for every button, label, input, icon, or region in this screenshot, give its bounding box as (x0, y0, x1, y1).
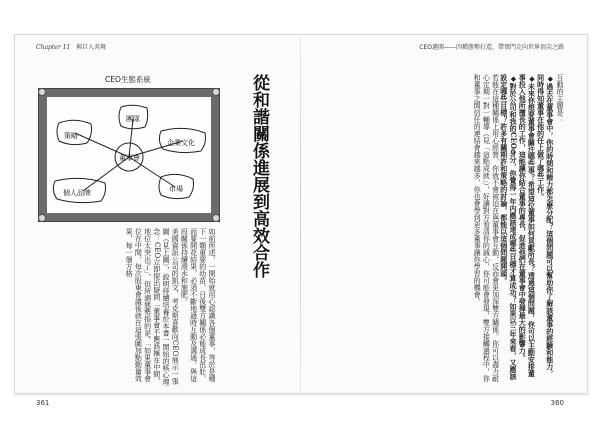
section-headline: 從和諧關係進展到高效合作 (249, 74, 269, 278)
page-number-left: 361 (36, 399, 50, 407)
paragraph: 互動的主題是： (556, 74, 564, 123)
clip-icon (38, 88, 46, 96)
left-body-text (40, 228, 216, 388)
node-label: 團隊 (126, 115, 140, 123)
page-number-right: 360 (550, 399, 564, 407)
clip-icon (212, 214, 220, 222)
chapter-number: Chapter 11 (36, 44, 71, 51)
right-running-header: CEO邁開——四種態勢打造，帶領門走向世界頂尖之路 (419, 44, 564, 51)
question-item (500, 74, 518, 382)
figure-title: CEO生態系統 (105, 75, 151, 84)
chapter-title: 與巨人共舞 (76, 44, 107, 51)
question-text: 未來你想要董事會關注哪些事？希望這位董事如何貢獻所長？透過這個問題，你可以主動安排董事投入他所擅長的工作，這能讓你結合董事的專長，促進他們在董事會中發揮最大的影響力。 (518, 74, 537, 377)
question-text: 對於公司和我的CEO身分，你覺得一年內應該達成哪些目標才算成功？如果以三年來看，又應該設定哪些目標？許多有關期許和策略的討論，都能以這個問題開頭。 (499, 74, 518, 381)
node-label: 市場 (169, 185, 183, 193)
ecosystem-figure (38, 88, 220, 222)
paragraph: 美國資訊公司的凱文．考克斯喜歡向CEO展示一張圖（見上圖），說明持續培養於本書一開始的核心理念：CEO立即提出疑問「董事會不應該擁在中間，地位太突出了」，但所謂態勢指的是，「如果董事會位在中間，每次股東會議後就在這張圖加點動量效果，每一個方格 (125, 228, 180, 386)
clip-icon (38, 214, 46, 222)
left-running-header (36, 42, 106, 51)
right-body-text (312, 74, 564, 382)
connector-line (129, 119, 133, 157)
question-text: 過去在董事會中，你的時間和精力都怎麼分配？這個問題可以幫助你了解該董事的經驗和能力，同時得知董事在他的任上做了哪些工作。 (536, 74, 555, 377)
paragraph: 如前所述，一開始就用心認識各個董事，等於是種下一顆重要的幼苗，日後雙方關係必能成長茁壯，而要開花結果，必須不斷地適時互動及溝通，與這段關係持續澆水和施肥。 (180, 228, 216, 382)
node-label: 個人品牌 (63, 189, 91, 197)
bullet-icon: ◆ (508, 74, 518, 83)
bullet-icon: ◆ (527, 74, 537, 83)
bullet-icon: ◆ (545, 74, 555, 83)
node-label-center: 董事會 (119, 154, 140, 162)
node-label: 企業文化 (167, 139, 195, 147)
node-label: 策略 (64, 132, 78, 140)
book-gutter (300, 34, 301, 392)
paragraph: 若能在這種關係上用心經營，你就不會被迫在與董事會互動，反而會更加深雙方關係。你可以盡力耐心定期一對一輔導（見「這點成就」），好讓對方看清你的誠心，你可能會發現，雙方接觸過程中，你和董事之間信任的連結會越來越多，你也會學到更多董事讓你學習的機會。 (473, 74, 500, 382)
whiteboard (47, 97, 211, 213)
clip-icon (212, 88, 220, 96)
question-item (536, 74, 554, 382)
question-item (518, 74, 536, 382)
